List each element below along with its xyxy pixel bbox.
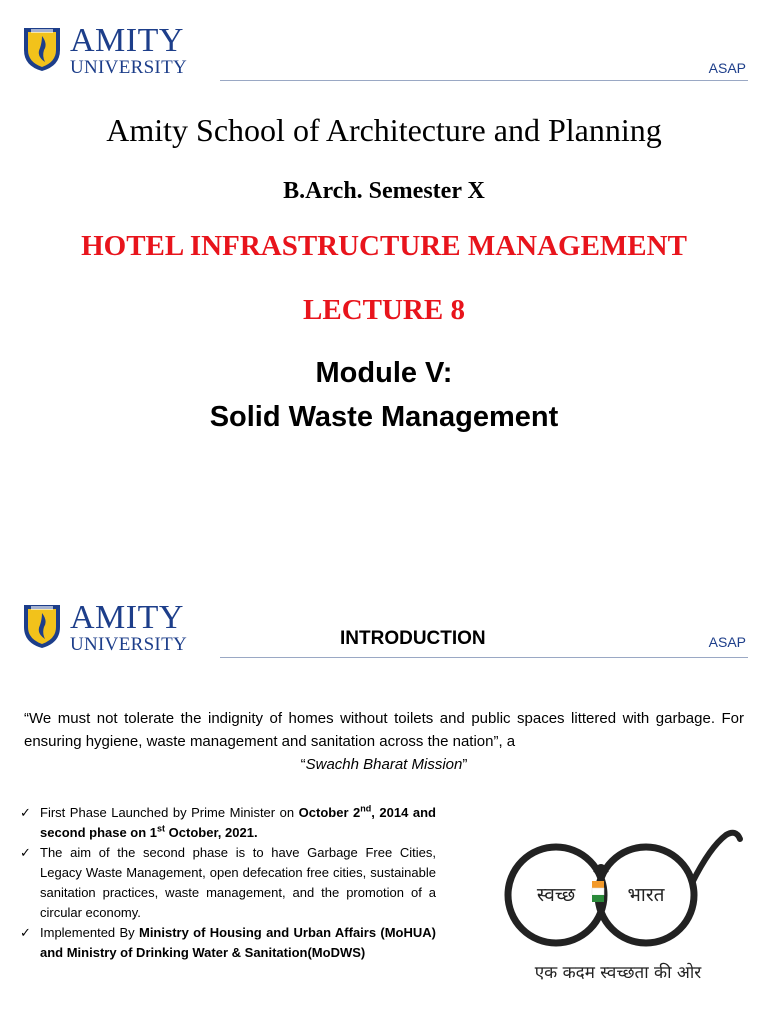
logo-word-university: UNIVERSITY bbox=[70, 634, 187, 655]
header-divider bbox=[220, 657, 748, 658]
swachh-tagline: एक कदम स्वच्छता की ओर bbox=[534, 963, 702, 983]
slide-title: INTRODUCTION bbox=[340, 628, 486, 649]
swachh-word: स्वच्छ bbox=[536, 884, 576, 906]
logo-word-university: UNIVERSITY bbox=[70, 57, 187, 78]
check-icon: ✓ bbox=[20, 925, 31, 940]
lecture-number: LECTURE 8 bbox=[303, 294, 465, 326]
logo-word-amity: AMITY bbox=[70, 22, 184, 59]
quote-source: “Swachh Bharat Mission” bbox=[300, 756, 468, 773]
school-name: Amity School of Architecture and Planning bbox=[106, 112, 662, 148]
list-item: ✓ Implemented By Ministry of Housing and Urban Affairs (MoHUA) and Ministry of Drinking Water & Sanitation(MoDWS) bbox=[20, 925, 436, 960]
gandhi-spectacles-icon bbox=[478, 795, 752, 1017]
semester-label: B.Arch. Semester X bbox=[283, 178, 485, 204]
amity-shield-icon bbox=[22, 603, 62, 649]
list-item: ✓ First Phase Launched by Prime Minister on October 2nd, 2014 and second phase on 1st October, 2021. bbox=[20, 803, 437, 840]
logo-word-amity: AMITY bbox=[70, 599, 184, 636]
asap-tag: ASAP bbox=[708, 634, 746, 650]
amity-logo bbox=[22, 601, 200, 657]
list-item: ✓ The aim of the second phase is to have Garbage Free Cities, Legacy Waste Management, open defecation free cities, sustainable sanitation practices, waste management, and the promotion of a circular economy. bbox=[20, 845, 436, 920]
bullet-list bbox=[16, 803, 436, 963]
introduction-slide bbox=[0, 593, 768, 1024]
title-slide bbox=[0, 0, 768, 500]
quote-main: “We must not tolerate the indignity of homes without toilets and public spaces littered with garbage. For ensuring hygiene, waste management and sanitation across the nation”, a bbox=[24, 710, 744, 750]
quote-paragraph bbox=[24, 707, 744, 776]
amity-logo bbox=[22, 24, 200, 80]
asap-tag: ASAP bbox=[708, 60, 746, 76]
amity-shield-icon bbox=[22, 26, 62, 72]
header-divider bbox=[220, 80, 748, 81]
swachh-bharat-mission: Swachh Bharat Mission bbox=[305, 756, 463, 773]
check-icon: ✓ bbox=[20, 805, 31, 820]
bharat-word: भारत bbox=[627, 884, 665, 906]
swachh-bharat-logo bbox=[478, 795, 752, 1017]
module-heading: Module V: bbox=[315, 357, 453, 389]
course-title: HOTEL INFRASTRUCTURE MANAGEMENT bbox=[81, 230, 687, 262]
check-icon: ✓ bbox=[20, 845, 31, 860]
module-topic: Solid Waste Management bbox=[209, 401, 559, 433]
